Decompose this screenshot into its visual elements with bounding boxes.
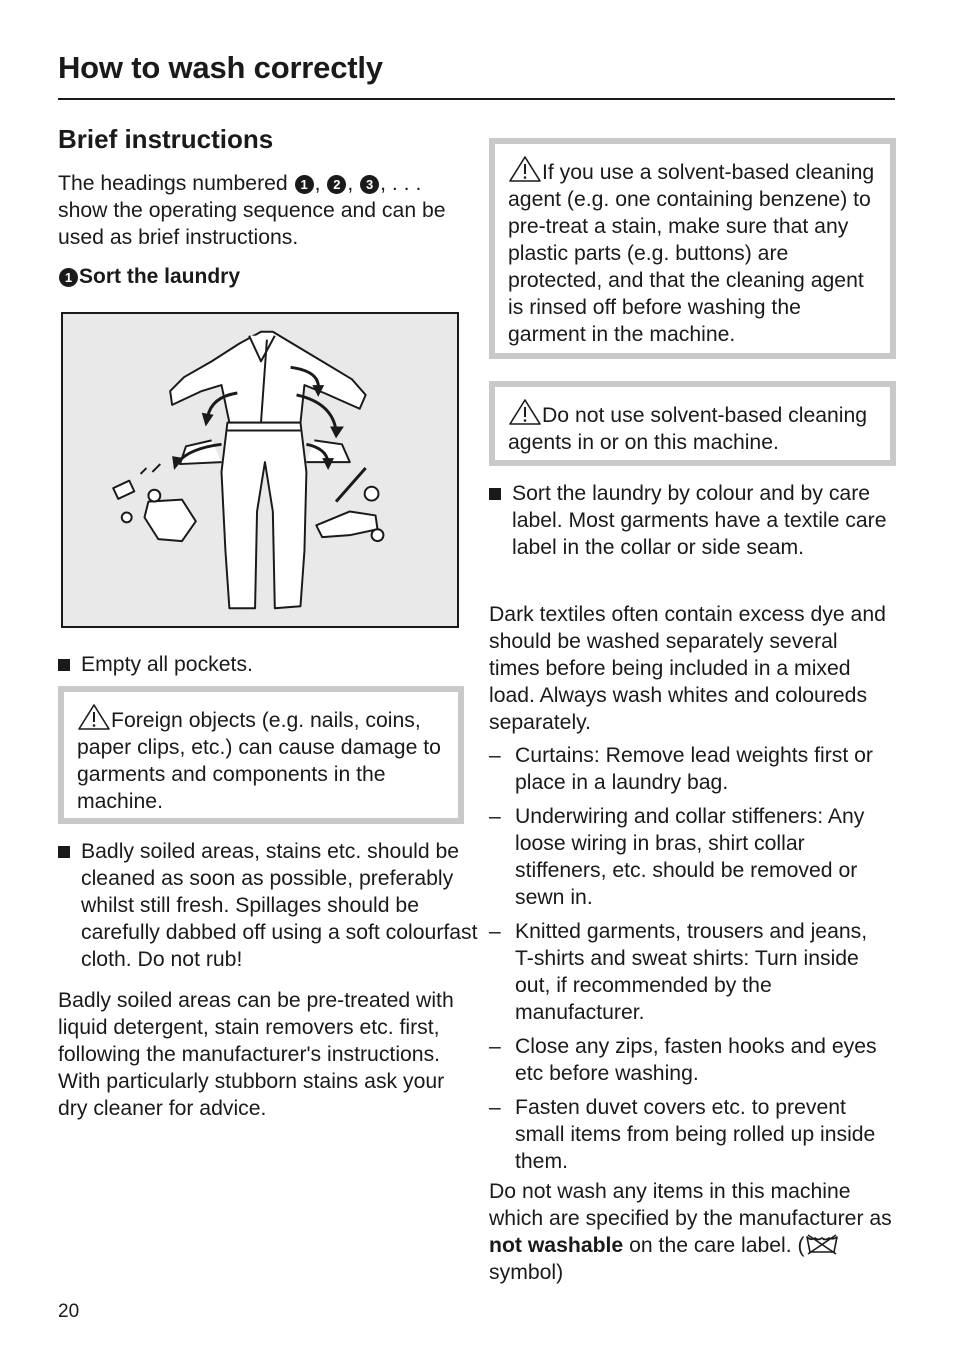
laundry-drawing [63,314,457,626]
dash-item-zips [489,1033,891,1087]
warning-triangle-icon [508,399,542,425]
dash-item-text: Underwiring and collar stiffeners: Any loose wiring in bras, shirt collar stiffeners, etc. should be removed or sewn in. [515,805,865,909]
bullet-badly-soiled [58,838,485,973]
dash-marker: – [489,1096,501,1119]
not-washable-emphasis: not washable [489,1234,624,1257]
intro-paragraph: The headings numbered 1 , 2 , 3 , . . . show the operating sequence and can be used as brief instructions. [58,172,446,249]
paragraph-not-washable [489,1178,893,1286]
warning-triangle-icon [77,704,111,730]
warning-text [508,156,878,348]
bullet-square [489,488,501,500]
dash-item-text: Knitted garments, trousers and jeans, T-shirts and sweat shirts: Turn inside out, if recommended by the manufacturer. [515,920,868,1024]
warning-solvent-pretreat-text: If you use a solvent-based cleaning agent (e.g. one containing benzene) to pre-treat a stain, make sure that any plastic parts (e.g. buttons) are protected, and that the cleaning agent is rinsed off before washing the garment in the machine. [508,161,875,346]
bullet-square [58,659,70,671]
final-text-middle: on the care label. ( [623,1234,805,1257]
warning-solvent-machine [489,381,896,466]
page-number: 20 [58,1301,80,1322]
dash-item-knitted [489,918,891,1026]
step-1-heading [58,265,240,289]
bullet-square [58,846,70,858]
final-text-after: symbol) [489,1261,564,1284]
dash-item-text: Fasten duvet covers etc. to prevent small items from being rolled up inside them. [515,1096,876,1173]
warning-triangle-icon [508,156,542,182]
dash-list [489,742,891,1175]
step-1-title: Sort the laundry [79,265,241,288]
bullet-text: Sort the laundry by colour and by care label. Most garments have a textile care label in the collar or side seam. [512,482,887,559]
dash-item-duvet [489,1094,891,1175]
do-not-wash-icon [805,1233,839,1255]
bullet-text: Badly soiled areas, stains etc. should be cleaned as soon as possible, preferably whilst still fresh. Spillages should be carefully dabbed off using a soft colourfast cloth. Do not rub! [81,840,478,971]
warning-text [77,704,446,815]
intro-text-after: , . . . show the operating sequence and can be used as brief instructions. [58,172,446,249]
bullet-sort-laundry [489,480,912,561]
warning-solvent-machine-text: Do not use solvent-based cleaning agents in or on this machine. [508,404,868,454]
dash-item-text: Close any zips, fasten hooks and eyes etc before washing. [515,1035,877,1085]
warning-text [508,399,878,456]
bullet-empty-pockets [58,651,481,678]
sort-laundry-illustration [61,312,459,628]
dash-marker: – [489,744,501,767]
dash-marker: – [489,805,501,828]
page-title: How to wash correctly [58,50,383,85]
dash-marker: – [489,1035,501,1058]
step-marker-2: 2 [327,175,346,194]
intro-text-before: The headings numbered [58,172,294,195]
paragraph-dark-textiles: Dark textiles often contain excess dye and should be washed separately several times before being included in a mixed load. Always wash whites and coloureds separately. [489,603,886,734]
warning-foreign-objects [58,686,464,824]
step-1-marker: 1 [59,268,78,287]
dash-marker: – [489,920,501,943]
dash-item-text: Curtains: Remove lead weights first or place in a laundry bag. [515,744,873,794]
bullet-text: Empty all pockets. [81,653,253,676]
title-rule [58,98,895,100]
final-text-before: Do not wash any items in this machine which are specified by the manufacturer as [489,1180,892,1230]
warning-foreign-text: Foreign objects (e.g. nails, coins, paper clips, etc.) can cause damage to garments and components in the machine. [77,709,441,813]
paragraph-pretreat: Badly soiled areas can be pre-treated with liquid detergent, stain removers etc. first, following the manufacturer's instructions. With particularly stubborn stains ask your dry cleaner for advice. [58,989,454,1120]
dash-item-curtains [489,742,891,796]
warning-solvent-pretreat [489,138,896,359]
step-marker-3: 3 [360,175,379,194]
step-marker-1: 1 [295,175,314,194]
section-heading: Brief instructions [58,124,274,154]
dash-item-underwiring [489,803,891,911]
